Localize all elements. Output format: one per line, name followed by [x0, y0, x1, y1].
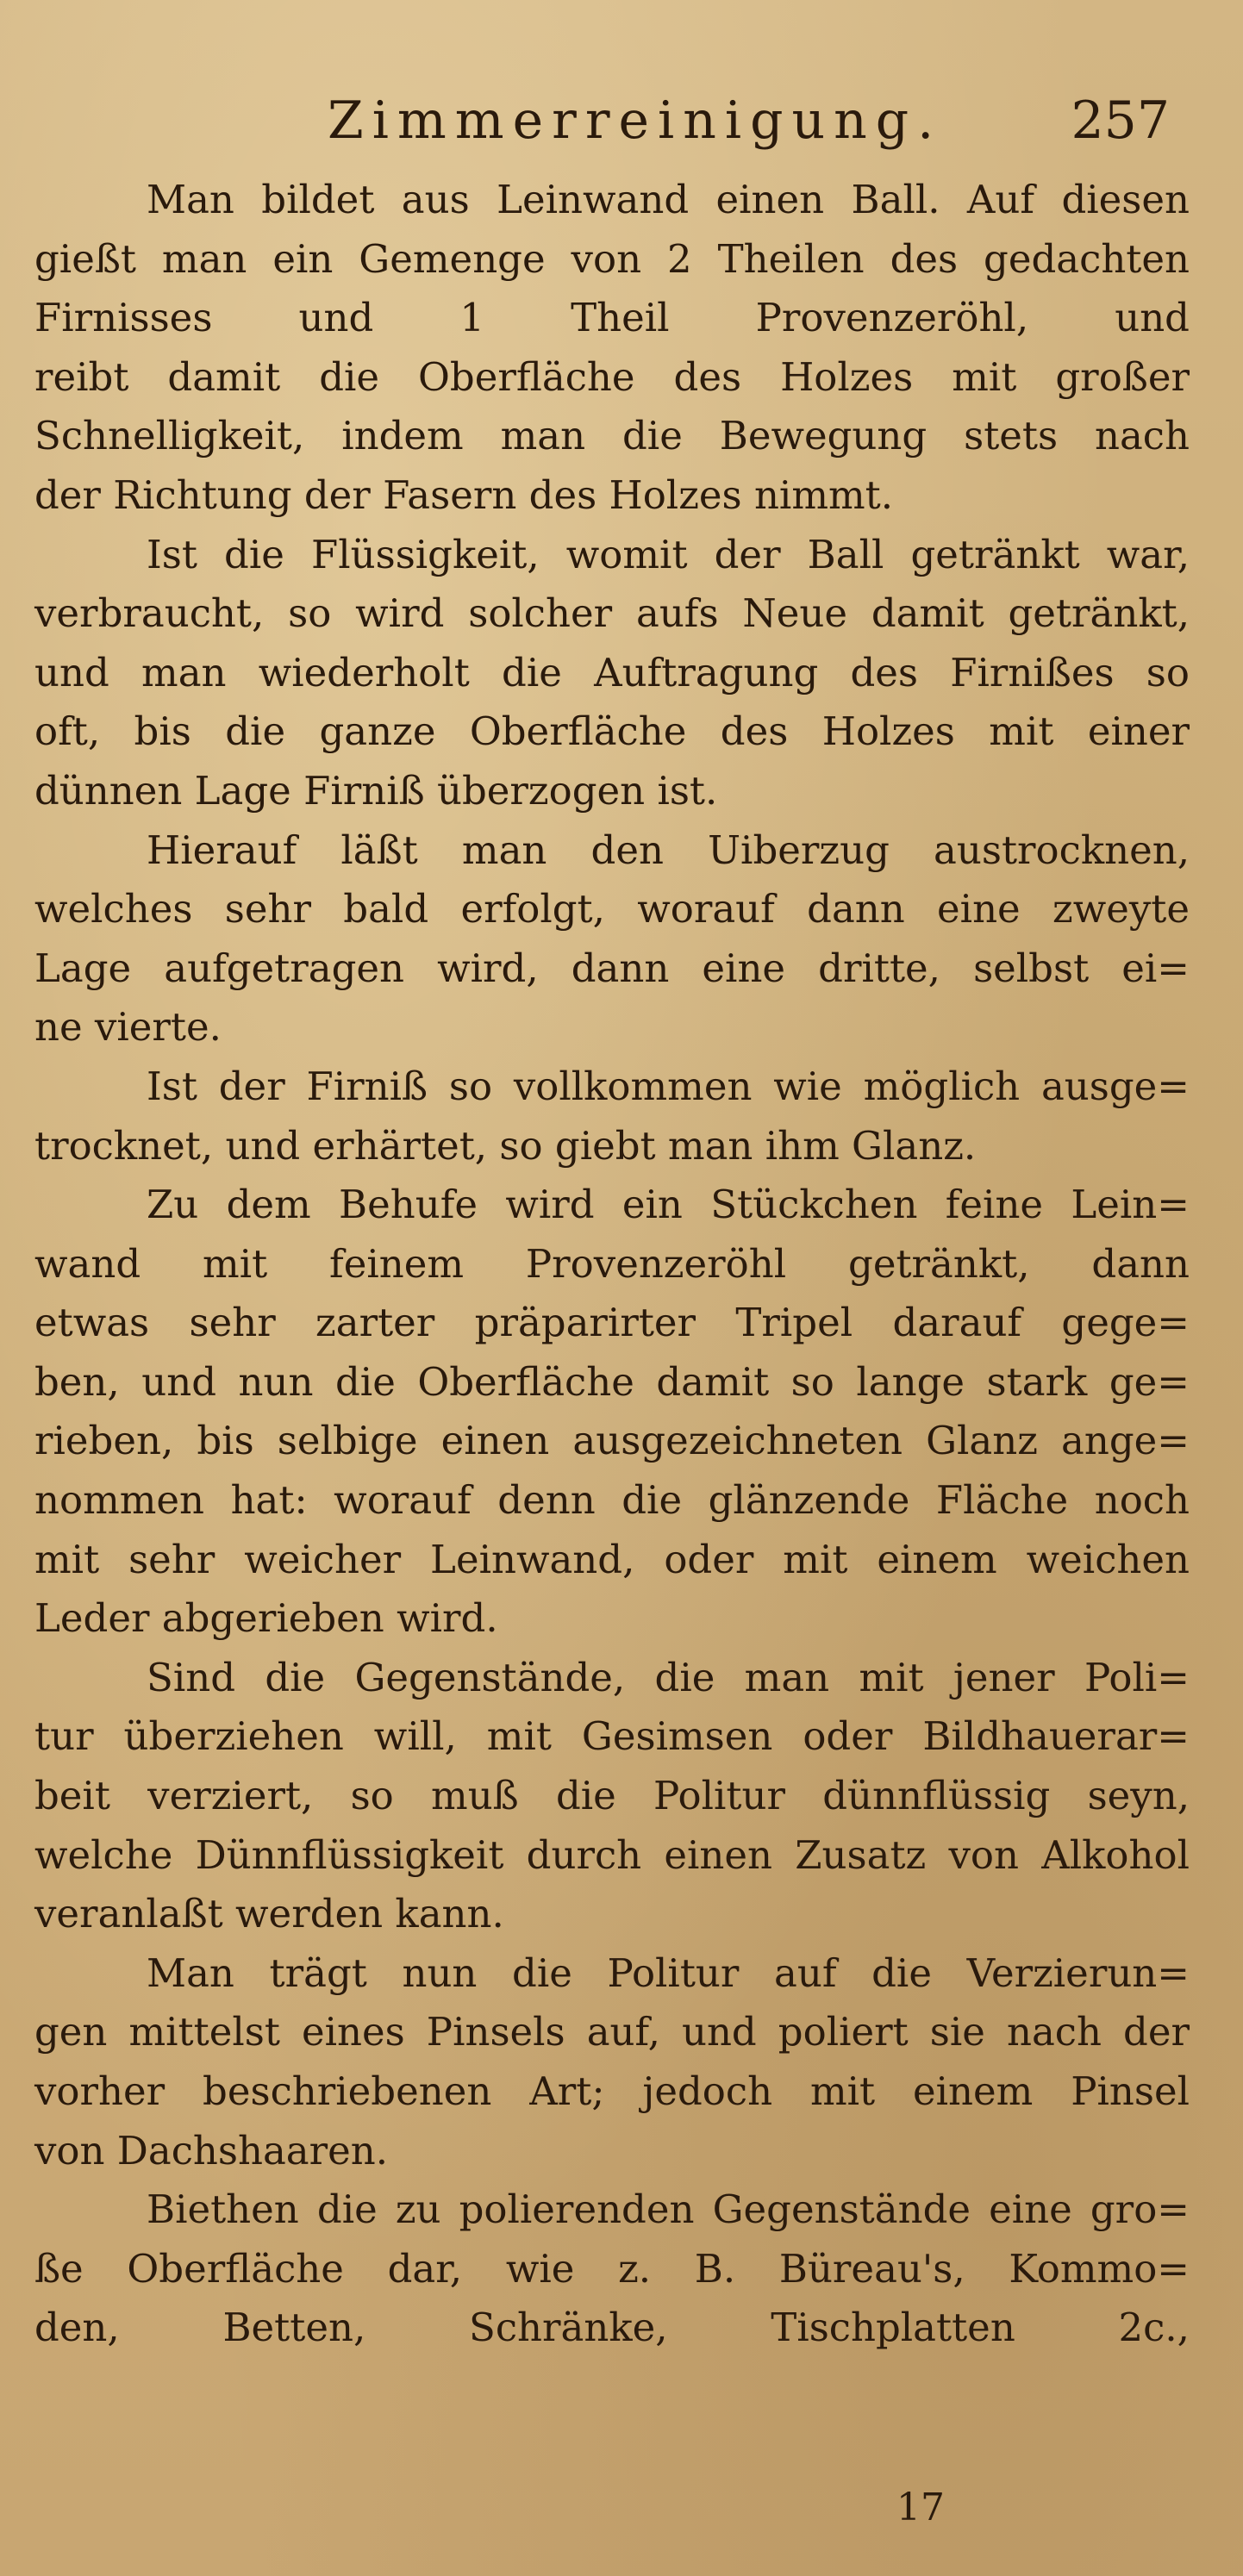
text-line: Leder abgerieben wird.	[34, 1595, 498, 1642]
text-line: Man trägt nun die Politur auf die Verzierun=	[147, 1949, 1190, 1996]
text-line: Firnisses und 1 Theil Provenzeröhl, und	[34, 295, 1190, 341]
text-line: und man wiederholt die Auftragung des Firnißes so	[34, 649, 1190, 695]
running-head: Zimmerreinigung.	[328, 90, 943, 151]
text-line: welches sehr bald erfolgt, worauf dann eine zweyte	[34, 886, 1190, 932]
text-line: welche Dünnflüssigkeit durch einen Zusatz von Alkohol	[34, 1831, 1190, 1878]
signature-mark: 17	[896, 2486, 945, 2529]
text-line: ße Oberfläche dar, wie z. B. Büreau's, Kommo=	[34, 2245, 1190, 2292]
text-line: Lage aufgetragen wird, dann eine dritte, selbst ei=	[34, 945, 1190, 991]
text-line: oft, bis die ganze Oberfläche des Holzes mit einer	[34, 708, 1190, 755]
text-line: der Richtung der Fasern des Holzes nimmt.	[34, 471, 894, 518]
text-line: von Dachshaaren.	[34, 2127, 389, 2174]
text-line: Zu dem Behufe wird ein Stückchen feine Lein=	[147, 1182, 1190, 1228]
body-text	[34, 177, 1190, 2364]
text-line: mit sehr weicher Leinwand, oder mit einem weichen	[34, 1536, 1190, 1582]
text-line: rieben, bis selbige einen ausgezeichneten Glanz ange=	[34, 1418, 1190, 1464]
text-line: etwas sehr zarter präparirter Tripel darauf gege=	[34, 1300, 1190, 1346]
text-line: Sind die Gegenstände, die man mit jener Poli=	[147, 1654, 1190, 1700]
text-line: reibt damit die Oberfläche des Holzes mit großer	[34, 353, 1190, 400]
text-line: Schnelligkeit, indem man die Bewegung stets nach	[34, 413, 1190, 459]
text-line: Man bildet aus Leinwand einen Ball. Auf diesen	[147, 177, 1190, 222]
text-line: verbraucht, so wird solcher aufs Neue damit getränkt,	[34, 590, 1190, 637]
text-line: ben, und nun die Oberfläche damit so lange stark ge=	[34, 1358, 1190, 1405]
text-line: den, Betten, Schränke, Tischplatten 2c.,	[34, 2305, 1190, 2351]
text-line: Ist der Firniß so vollkommen wie möglich ausge=	[147, 1063, 1190, 1109]
text-line: Biethen die zu polierenden Gegenstände eine gro=	[147, 2186, 1190, 2233]
text-line: Hierauf läßt man den Uiberzug austrocknen,	[147, 826, 1190, 873]
text-line: gen mittelst eines Pinsels auf, und poliert sie nach der	[34, 2009, 1190, 2055]
text-line: Ist die Flüssigkeit, womit der Ball getränkt war,	[147, 531, 1190, 577]
text-line: vorher beschriebenen Art; jedoch mit einem Pinsel	[34, 2068, 1190, 2114]
page-header	[34, 82, 1209, 159]
text-line: tur überziehen will, mit Gesimsen oder Bildhauerar=	[34, 1713, 1190, 1760]
text-line: trocknet, und erhärtet, so giebt man ihm Glanz.	[34, 1122, 977, 1169]
page-number: 257	[1071, 90, 1170, 151]
text-line: gießt man ein Gemenge von 2 Theilen des gedachten	[34, 235, 1190, 282]
text-line: wand mit feinem Provenzeröhl getränkt, dann	[34, 1240, 1190, 1287]
text-line: veranlaßt werden kann.	[34, 1891, 504, 1937]
text-line: dünnen Lage Firniß überzogen ist.	[34, 767, 718, 814]
text-line: ne vierte.	[34, 1004, 222, 1051]
page-footer	[34, 2473, 1209, 2542]
text-line: beit verziert, so muß die Politur dünnflüssig seyn,	[34, 1773, 1190, 1819]
text-line: nommen hat: worauf denn die glänzende Fläche noch	[34, 1477, 1190, 1524]
